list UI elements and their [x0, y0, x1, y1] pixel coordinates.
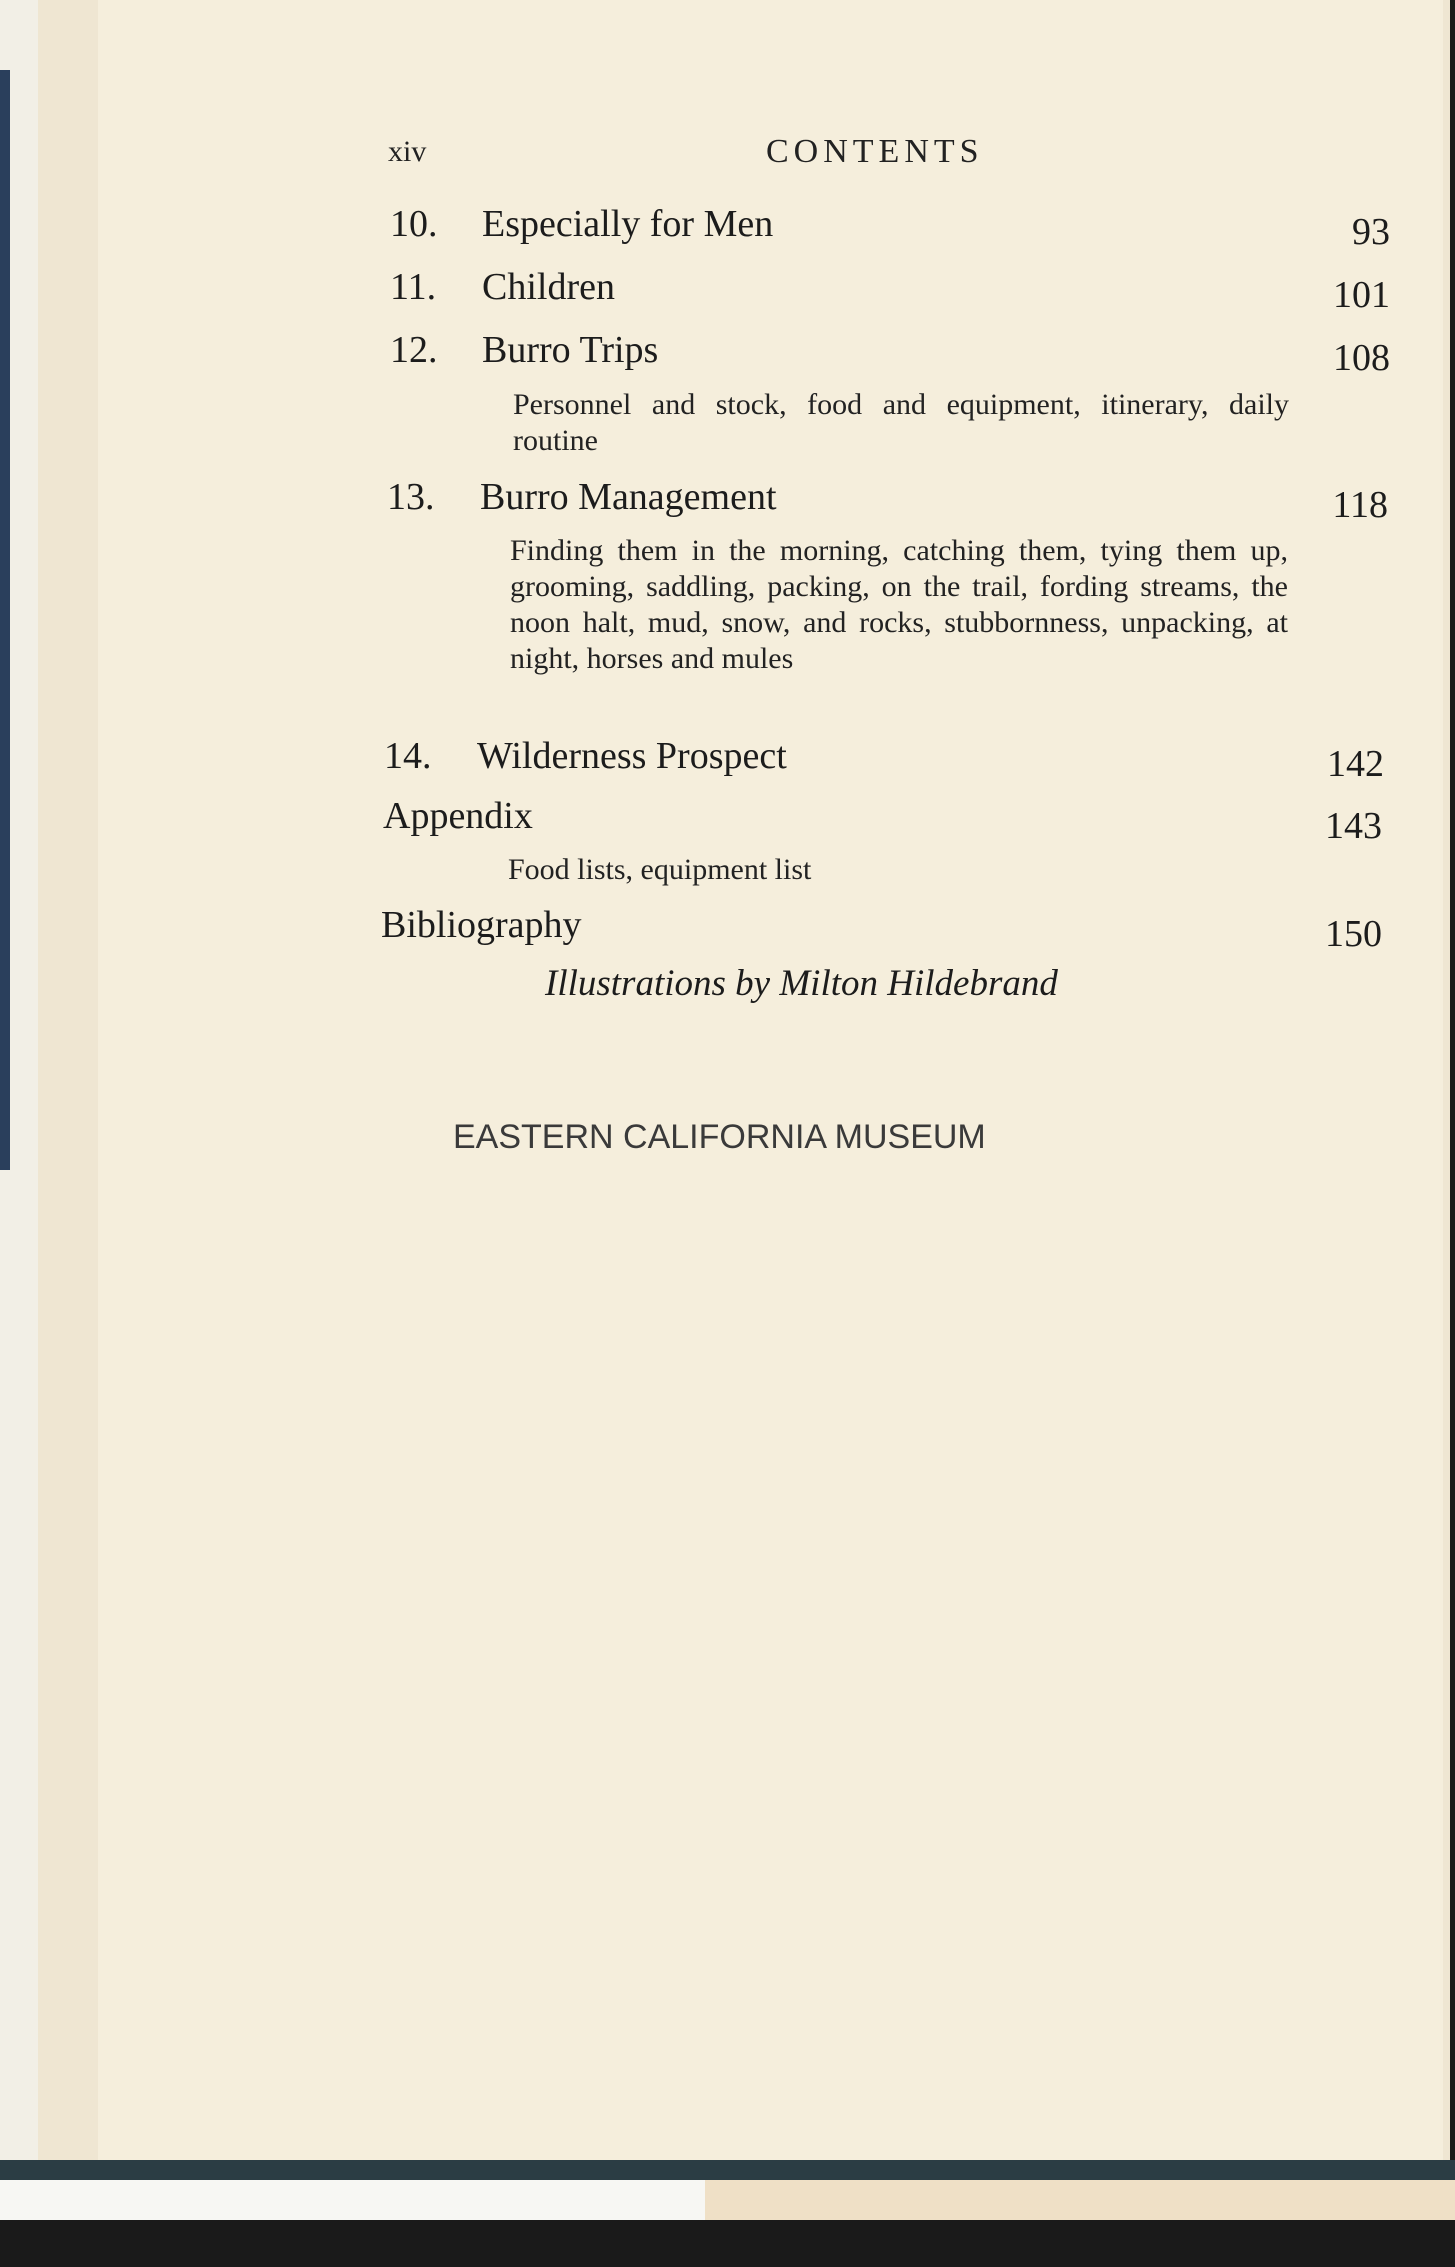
toc-entry-number: 14.: [384, 735, 432, 777]
illustrations-credit: Illustrations by Milton Hildebrand: [545, 963, 1058, 1004]
toc-entry-page: 118: [1332, 484, 1388, 526]
toc-entry-number: 10.: [390, 203, 438, 245]
toc-entry-title: Wilderness Prospect: [477, 735, 787, 777]
toc-entry-page: 108: [1333, 337, 1390, 379]
toc-entry-page: 143: [1325, 805, 1382, 847]
toc-entry-title: Burro Trips: [482, 329, 659, 371]
toc-entry-title: Appendix: [383, 795, 533, 837]
cover-edge: [0, 70, 10, 1170]
running-head: CONTENTS: [766, 133, 984, 170]
toc-entry-number: 11.: [390, 266, 437, 308]
toc-entry-number: 12.: [390, 329, 438, 371]
toc-entry-title: Bibliography: [381, 904, 582, 946]
page-number-label: xiv: [388, 135, 427, 168]
next-page-edge: [705, 2180, 1455, 2220]
museum-stamp: EASTERN CALIFORNIA MUSEUM: [453, 1118, 986, 1156]
toc-entry-title: Burro Management: [480, 476, 777, 518]
toc-entry-description: Food lists, equipment list: [508, 853, 812, 886]
toc-entry-description: Personnel and stock, food and equipment, itinerary, daily routine: [513, 388, 1289, 457]
book-page: [98, 0, 1443, 2160]
toc-entry-page: 142: [1327, 743, 1384, 785]
facing-page-strip: [0, 0, 38, 2175]
toc-entry-number: 13.: [387, 476, 435, 518]
toc-entry-page: 150: [1325, 913, 1382, 955]
toc-entry-page: 93: [1352, 211, 1390, 253]
toc-entry-description: Finding them in the morning, catching them, tying them up, grooming, saddling, packing, on the trail, fording streams, the noon halt, mud, snow, and rocks, stubbornness, unpacking, at night, horses and mules: [510, 534, 1288, 675]
toc-entry-title: Especially for Men: [482, 203, 774, 245]
toc-entry-title: Children: [482, 266, 615, 308]
cover-band: [0, 2160, 1455, 2180]
scanner-bed: [0, 2180, 705, 2220]
toc-entry-page: 101: [1333, 274, 1390, 316]
